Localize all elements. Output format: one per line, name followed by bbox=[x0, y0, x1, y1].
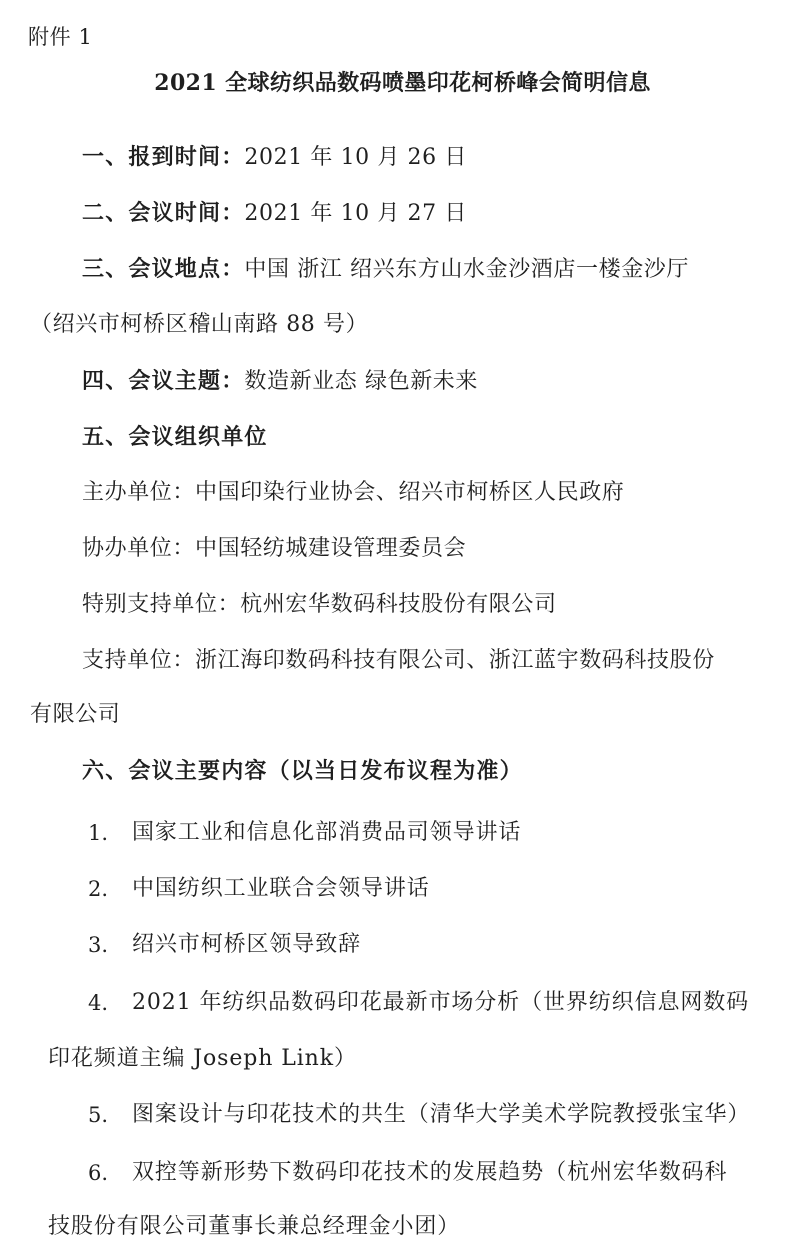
registration-value: 2021 年 10 月 26 日 bbox=[244, 145, 467, 170]
contents-heading: 六、会议主要内容（以当日发布议程为准） bbox=[82, 758, 523, 784]
list-item-number: 1. bbox=[88, 821, 109, 845]
list-item-number: 3. bbox=[88, 933, 109, 957]
list-item-number: 4. bbox=[88, 991, 109, 1015]
venue-label: 三、会议地点： bbox=[82, 256, 245, 282]
support-units-line1: 支持单位：浙江海印数码科技有限公司、浙江蓝宇数码科技股份 bbox=[82, 648, 715, 673]
host-units: 主办单位：中国印染行业协会、绍兴市柯桥区人民政府 bbox=[82, 480, 625, 505]
registration-label: 一、报到时间： bbox=[82, 144, 245, 170]
list-item: 双控等新形势下数码印花技术的发展趋势（杭州宏华数码科 bbox=[132, 1160, 728, 1185]
theme-row bbox=[82, 366, 478, 397]
registration-row bbox=[82, 142, 467, 173]
venue-value-line1: 中国 浙江 绍兴东方山水金沙酒店一楼金沙厅 bbox=[244, 257, 689, 282]
meeting-time-label: 二、会议时间： bbox=[82, 200, 245, 226]
venue-row bbox=[82, 254, 689, 285]
venue-value-line2: （绍兴市柯桥区稽山南路 88 号） bbox=[30, 312, 369, 337]
list-item-number: 6. bbox=[88, 1161, 109, 1185]
theme-value: 数造新业态 绿色新未来 bbox=[244, 369, 479, 394]
list-item-continuation: 技股份有限公司董事长兼总经理金小团） bbox=[48, 1214, 461, 1239]
annex-label: 附件 1 bbox=[28, 25, 93, 49]
list-item: 2021 年纺织品数码印花最新市场分析（世界纺织信息网数码 bbox=[132, 990, 750, 1015]
meeting-time-value: 2021 年 10 月 27 日 bbox=[244, 201, 467, 226]
co-host-units: 协办单位：中国轻纺城建设管理委员会 bbox=[82, 536, 467, 561]
list-item: 图案设计与印花技术的共生（清华大学美术学院教授张宝华） bbox=[132, 1102, 751, 1127]
theme-label: 四、会议主题： bbox=[82, 368, 245, 394]
list-item-number: 2. bbox=[88, 877, 109, 901]
list-item: 绍兴市柯桥区领导致辞 bbox=[132, 932, 362, 957]
organizers-heading: 五、会议组织单位 bbox=[82, 424, 268, 450]
special-support-units: 特别支持单位：杭州宏华数码科技股份有限公司 bbox=[82, 592, 557, 617]
support-units-line2: 有限公司 bbox=[30, 702, 121, 727]
list-item-continuation: 印花频道主编 Joseph Link） bbox=[48, 1046, 357, 1071]
meeting-time-row bbox=[82, 198, 467, 229]
list-item: 中国纺织工业联合会领导讲话 bbox=[132, 876, 430, 901]
page-title: 2021 全球纺织品数码喷墨印花柯桥峰会简明信息 bbox=[154, 70, 651, 96]
list-item-number: 5. bbox=[88, 1103, 109, 1127]
list-item: 国家工业和信息化部消费品司领导讲话 bbox=[132, 820, 522, 845]
